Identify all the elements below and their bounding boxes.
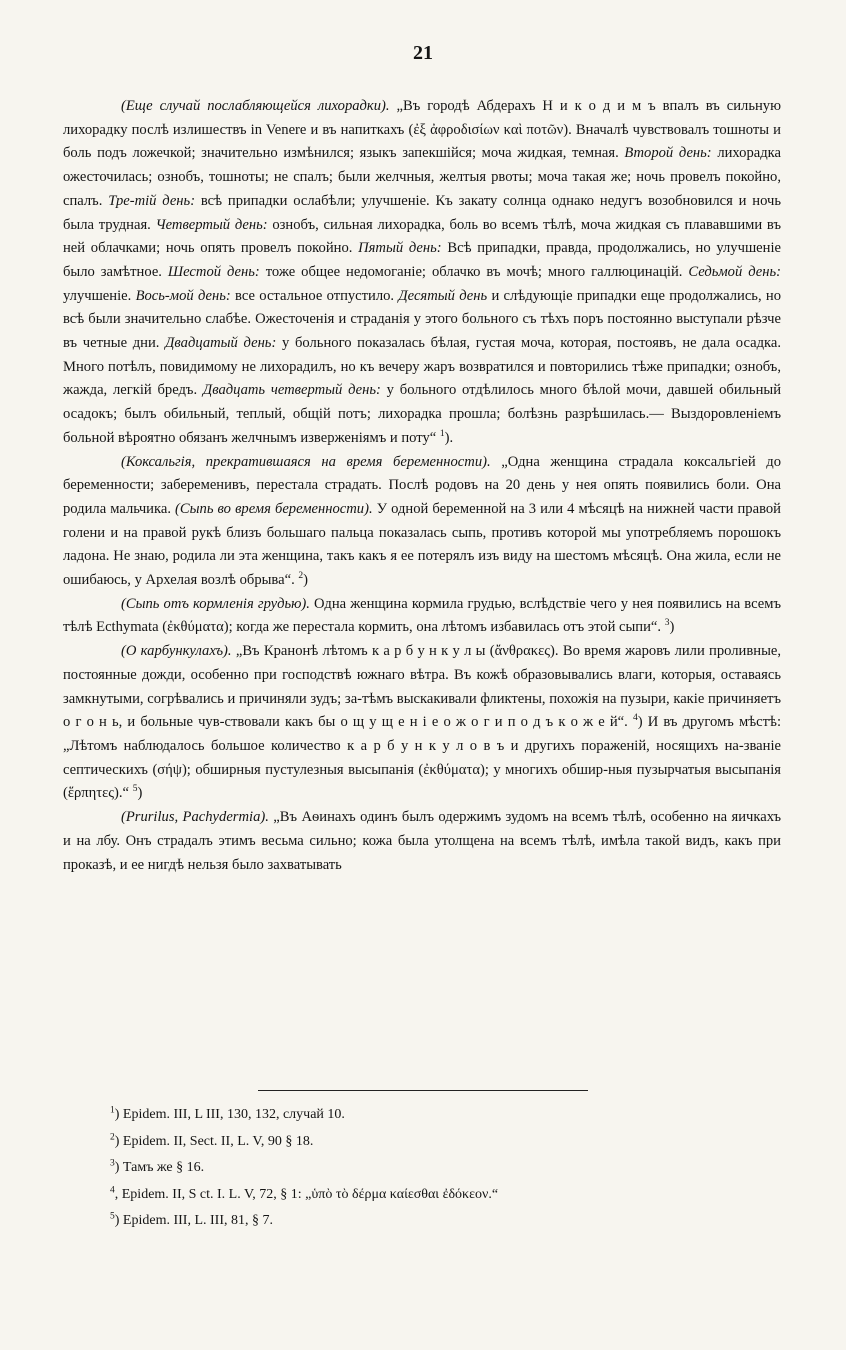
footnote-text: ) Epidem. III, L. III, 81, § 7. bbox=[114, 1213, 273, 1228]
italic-heading: (О карбункулахъ). bbox=[121, 643, 232, 660]
text-run: у больного отдѣлилось много бѣлой мочи, давшей обильный осадокъ; былъ обильный, теплый, общій потъ; лихорадка прошла; болѣзнь разрѣшилась.— Выздоровленіемъ больной вѣроятно обязанъ желчнымъ изверженіямъ и поту“ bbox=[63, 382, 782, 446]
italic-heading: Второй день: bbox=[624, 145, 712, 162]
italic-heading: (Prurilus, Pachydermia). bbox=[121, 809, 269, 826]
text-run: „Въ Кранонѣ лѣтомъ к а р б у н к у л ы (ἄνθρακες). Во время жаровъ лили проливные, постоянные дожди, особенно при господствѣ южнаго вѣтра. Въ кожѣ образовывались влаги, которыя, оставаясь замкнутыми, согрѣвались и причиняли зудъ; за-тѣмъ выскакивали фликтены, похожія на пузыри, какіе причиняетъ о г о н ь, и больные чув-ствовали какъ бы о щ у щ е н і е о ж о г и п о д ъ к о ж е й“. bbox=[63, 643, 781, 731]
paragraph bbox=[63, 593, 781, 640]
italic-heading: Шестой день: bbox=[167, 263, 260, 280]
footnote-text: ) Epidem. III, L III, 130, 132, случай 10. bbox=[114, 1107, 345, 1122]
text-run: и слѣдующіе припадки еще продолжались, но всѣ были значительно слабѣе. Ожесточенія и страданія у этого больного съ тѣхъ поръ постоянно выступали рѣзче въ четные дни. bbox=[63, 287, 782, 352]
footnote bbox=[110, 1155, 750, 1182]
footnote-mark: 2 bbox=[110, 1131, 115, 1142]
text-run: ). bbox=[444, 429, 454, 446]
italic-heading: Десятый день bbox=[398, 287, 488, 304]
italic-heading: Тре-тій день: bbox=[108, 192, 196, 209]
italic-heading: (Сыпь во время беременности). bbox=[175, 500, 373, 517]
text-run: ) bbox=[303, 572, 308, 589]
footnote-ref: 4 bbox=[632, 713, 638, 724]
footnote-text: , Epidem. II, S ct. I. L. V, 72, § 1: „ὑπὸ τὸ δέρμα καίεσθαι ἐδόκεον.“ bbox=[114, 1186, 499, 1202]
paragraph bbox=[63, 806, 781, 877]
text-run: ) bbox=[137, 785, 143, 802]
footnote-mark: 1 bbox=[110, 1105, 115, 1116]
italic-heading: Четвертый день: bbox=[155, 216, 268, 233]
text-run: ) bbox=[669, 619, 675, 636]
italic-heading: (Сыпь отъ кормленія грудью). bbox=[121, 595, 310, 612]
body-text bbox=[63, 95, 781, 877]
footnote bbox=[110, 1182, 750, 1209]
italic-heading: (Коксальгія, прекратившаяся на время беременности). bbox=[121, 453, 491, 470]
footnote-ref: 5 bbox=[132, 784, 138, 795]
text-run: У одной беременной на 3 или 4 мѣсяцѣ на нижней части правой голени и на правой рукѣ близъ большаго пальца показалась сыпь, противъ которой мы употребляемъ порошокъ ладона. Не знаю, родила ли эта женщина, такъ какъ я ее потерялъ изъ виду на шестомъ мѣсяцѣ. Она жила, если не ошибаюсь, у Архелая возлѣ обрыва“. bbox=[63, 500, 781, 589]
footnote bbox=[110, 1129, 750, 1156]
paragraph bbox=[63, 451, 781, 593]
footnote-mark: 4 bbox=[110, 1184, 115, 1195]
italic-heading: Двадцать четвертый день: bbox=[202, 382, 381, 399]
text-run: ознобъ, сильная лихорадка, боль во всемъ тѣлѣ, моча жидкая съ плававшими въ ней облачками; ночь опять провелъ покойно. bbox=[63, 216, 781, 257]
text-run: ) И въ другомъ мѣстѣ: „Лѣтомъ наблюдалось большое количество к а р б у н к у л о в ъ и другихъ пораженій, носящихъ на-званіе септическихъ (σήψ); обширныя пустулезныя высыпанія (ἐκθύματα); у многихъ обшир-ныя пузырчатыя высыпанія (ἕρπητες).“ bbox=[63, 714, 781, 802]
italic-heading: Двадцатый день: bbox=[165, 335, 277, 352]
footnote-ref: 1 bbox=[439, 428, 445, 439]
text-run: „Въ городѣ Абдерахъ Н и к о д и м ъ впалъ въ сильную лихорадку послѣ излишествъ in Venere и въ напиткахъ (ἐξ ἀφροδισίων καὶ ποτῶν). Вначалѣ чувствовалъ тошноты и боль подъ ложечкой; значительно измѣнился; языкъ запекшійся; моча жидкая, темная. bbox=[63, 98, 781, 162]
footnote-mark: 3 bbox=[110, 1158, 115, 1169]
footnote bbox=[110, 1102, 750, 1129]
text-run: Одна женщина кормила грудью, вслѣдствіе чего у нея появились на всемъ тѣлѣ Ecthymata (ἐκθύματα); когда же перестала кормить, она лѣтомъ избавилась отъ этой сыпи“. bbox=[63, 595, 782, 636]
text-run: „Одна женщина страдала коксальгіей до беременности; забеременивъ, перестала страдать. Послѣ родовъ на 20 день у нея опять появились боли. Она родила мальчика. bbox=[63, 453, 781, 517]
footnote-text: ) Epidem. II, Sect. II, L. V, 90 § 18. bbox=[114, 1133, 314, 1149]
text-run: все остальное отпустило. bbox=[230, 287, 399, 304]
italic-heading: Пятый день: bbox=[358, 240, 442, 257]
text-run: тоже общее недомоганіе; облачко въ мочѣ; много галлюцинацій. bbox=[259, 263, 689, 280]
paragraph bbox=[63, 95, 781, 451]
page-number: 21 bbox=[413, 42, 433, 64]
italic-heading: Седьмой день: bbox=[688, 263, 781, 280]
text-run: у больного показалась бѣлая, густая моча, которая, постоявъ, не дала осадка. Много потѣлъ, повидимому не лихорадилъ, но къ вечеру жаръ возвратился и повторились тѣже припадки; ознобъ, жажда, легкій бредъ. bbox=[63, 335, 782, 399]
footnote-mark: 5 bbox=[110, 1211, 115, 1222]
footnote-ref: 3 bbox=[664, 618, 670, 629]
footnotes bbox=[110, 1102, 750, 1235]
text-run: лихорадка ожесточилась; ознобъ, тошноты; не спалъ; были желчныя, желтыя рвоты; моча такая же; ночь провелъ покойно, спалъ. bbox=[63, 145, 782, 209]
footnote-separator bbox=[258, 1090, 588, 1091]
paragraph bbox=[63, 640, 781, 806]
text-run: всѣ припадки ослабѣли; улучшеніе. Къ закату солнца однако недугъ возобновился и ночь была трудная. bbox=[63, 192, 781, 233]
text-run: Всѣ припадки, правда, продолжались, но улучшеніе было замѣтное. bbox=[63, 240, 782, 280]
italic-heading: (Еще случай послабляющейся лихорадки). bbox=[121, 98, 390, 114]
footnote bbox=[110, 1208, 750, 1235]
footnote-ref: 2 bbox=[298, 571, 304, 582]
text-run: „Въ Аѳинахъ одинъ былъ одержимъ зудомъ на всемъ тѣлѣ, особенно на яичкахъ и на лбу. Онъ страдалъ этимъ весьма сильно; кожа была утолщена на всемъ тѣлѣ, имѣла такой видъ, какъ при проказѣ, и ее нигдѣ нельзя было захватывать bbox=[63, 809, 781, 873]
italic-heading: Вось-мой день: bbox=[135, 287, 231, 304]
footnote-text: ) Тамъ же § 16. bbox=[114, 1160, 205, 1175]
text-run: улучшеніе. bbox=[63, 287, 136, 304]
